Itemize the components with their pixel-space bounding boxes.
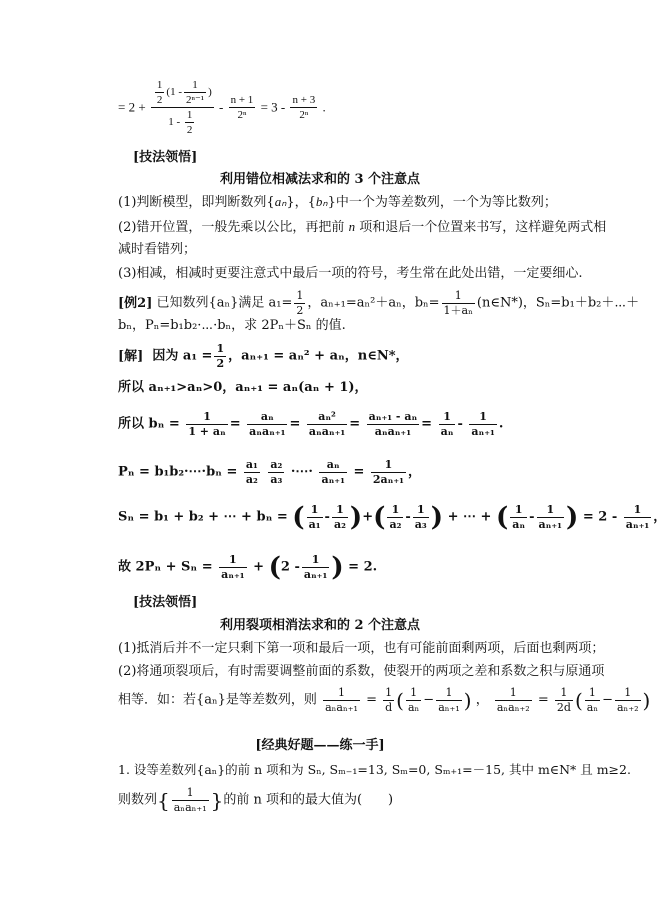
section2-paragraph-2: (2)将通项裂项后，有时需要调整前面的系数，使裂开的两项之差和系数之积与原通项 xyxy=(118,664,605,679)
section2-paragraph-1: (1)抵消后并不一定只剩下第一项和最后一项，也有可能前面剩两项，后面也剩两项； xyxy=(118,641,605,656)
solution-line5: Sₙ = b₁ + b₂ + ⋯ + bₙ = ( $\frac{1}{\text{a₁}}$ - $\frac{1}{\text{a₂}}$ )+( $\frac{1}{\text{a₂}}$ - $\frac{1}{\text{a₃}}$ ) + ⋯ + ( $\frac{1}{\text{aₙ}}$ - $\frac{1}{\text{aₙ₊₁}}$ ) = 2 - $\frac{1}{\text{aₙ₊₁}}$ ， xyxy=(118,502,666,533)
paragraph-2: (2)错开位置，一般先乘以公比，再把前 n 项和退后一个位置来书写，这样避免两式相 xyxy=(118,219,607,235)
complex-fraction: $\frac{1}{2}$ (1 - $\frac{1}{\text{2ⁿ⁻¹}}$ ) 1 - $\frac{1}{2}$ xyxy=(151,78,214,137)
section-heading-2: 利用裂项相消法求和的 2 个注意点 xyxy=(219,618,421,633)
paragraph-2-cont: 减时看错列； xyxy=(118,242,197,257)
section2-paragraph-3: 相等．如：若{aₙ}是等差数列，则 $\frac{1}{\text{aₙaₙ₊₁}}$ = $\frac{1}{d}$ ( $\frac{1}{\text{aₙ}}$ − $\frac{1}{\text{aₙ₊₁}}$ ) ， $\frac{1}{\text{aₙaₙ₊₂}}$ = $\frac{1}{2d}$ ( $\frac{1}{\text{aₙ}}$ − $\frac{1}{\text{aₙ₊₂}}$ ) xyxy=(118,686,651,714)
question-1-line2: 则数列{ $\frac{1}{\text{aₙaₙ₊₁}}$ }的前 n 项和的最大值为( ) xyxy=(118,786,394,814)
formula-sum-result: = 2 + $\frac{1}{2}$ (1 - $\frac{1}{\text{2ⁿ⁻¹}}$ ) 1 - $\frac{1}{2}$ - $\frac{n + 1}{\text{2ⁿ}}$ = 3 - $\frac{n + 3}{\text{2ⁿ}}$ . xyxy=(118,79,326,136)
solution-line2: 所以 aₙ₊₁>aₙ>0，aₙ₊₁ = aₙ(aₙ + 1)， xyxy=(118,380,368,395)
solution-line6: 故 2Pₙ + Sₙ = $\frac{1}{\text{aₙ₊₁}}$ + (2 - $\frac{1}{\text{aₙ₊₁}}$ ) = 2. xyxy=(118,552,378,583)
section-heading: 利用错位相减法求和的 3 个注意点 xyxy=(219,172,421,187)
solution-line4: Pₙ = b₁b₂·⋯·bₙ = $\frac{\text{a₁}}{\text{a₂}}$ $\frac{\text{a₂}}{\text{a₃}}$ ·⋯· $\frac{\text{aₙ}}{\text{aₙ₊₁}}$ = $\frac{1}{\text{2aₙ₊₁}}$ ， xyxy=(118,458,422,486)
paragraph-3: (3)相减，相减时更要注意式中最后一项的符号，考生常在此处出错，一定要细心. xyxy=(118,266,583,281)
example-2-line2: bₙ，Pₙ=b₁b₂·⋯·bₙ，求 2Pₙ＋Sₙ 的值. xyxy=(118,318,346,333)
solution-line3: 所以 bₙ = $\frac{1}{\text{1 + aₙ}}$ = $\frac{\text{aₙ}}{\text{aₙaₙ₊₁}}$ = $\frac{\text{aₙ²}}{\text{aₙaₙ₊₁}}$ = $\frac{\text{aₙ₊₁ - aₙ}}{\text{aₙaₙ₊₁}}$ = $\frac{1}{\text{aₙ}}$ - $\frac{1}{\text{aₙ₊₁}}$ . xyxy=(118,410,504,438)
practice-heading: [经典好题——练一手] xyxy=(255,738,385,753)
question-1-line1: 1. 设等差数列{aₙ}的前 n 项和为 Sₙ, Sₘ₋₁=13, Sₘ=0, Sₘ₊₁=－15, 其中 m∈N* 且 m≥2. xyxy=(118,762,631,777)
paragraph-1: (1)判断模型，即判断数列{aₙ}，{bₙ}中一个为等差数列，一个为等比数列； xyxy=(118,194,557,210)
solution-line1: [解] 因为 a₁ = $\frac{1}{2}$ ，aₙ₊₁ = aₙ² + aₙ，n∈N*， xyxy=(118,342,409,370)
section-tag-2: [技法领悟] xyxy=(133,595,198,610)
example-2-line1: [例2] 已知数列{aₙ}满足 a₁= $\frac{1}{2}$ ，aₙ₊₁=aₙ²＋aₙ，bₙ= $\frac{1}{\text{1＋aₙ}}$ (n∈N*)，Sₙ=b₁＋b₂＋⋯＋ xyxy=(118,289,640,317)
section-tag: [技法领悟] xyxy=(133,150,198,165)
